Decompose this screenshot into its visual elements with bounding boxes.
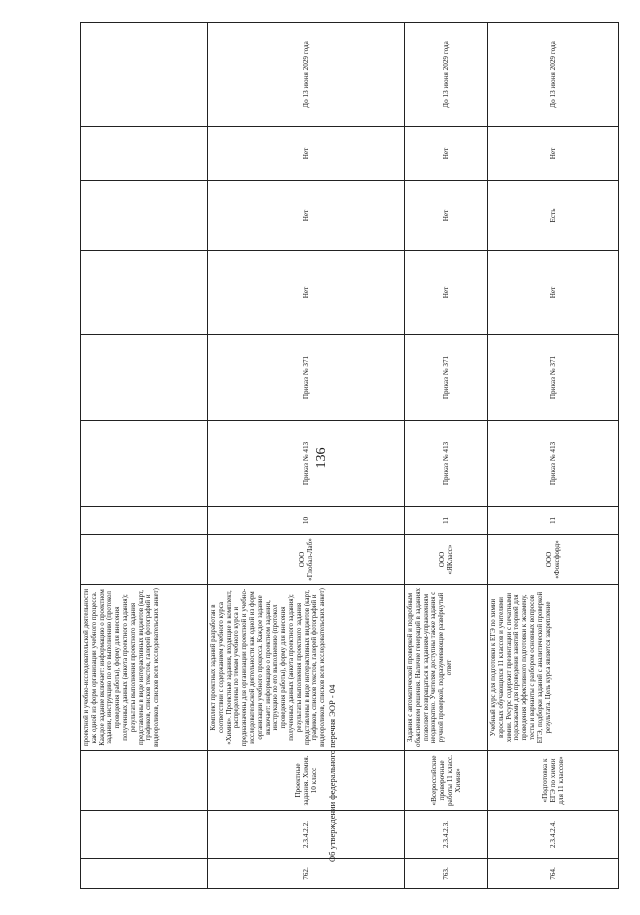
description-cell: Комплект проектных заданий разработан в соответствии с содержанием учебного курса «Химия». Проектные задания, входящие в комплект, распределены по темам учебного курса и предназначены для организации проектной и учебно-исследовательской деятельности как одной из форм организации учебного процесса. Каждое задание включает: информацию о проектном задании, инструкцию по его выполнению (протокол проведения работы), форму для внесения полученных данных (анкета проектного задания); результаты выполнения проектного задания представлены в виде интерактивных виджетов (карт, графиков, списков текстов, галерей фотографий и видеороликов, списков всех исследовательских анкет) xyxy=(208,585,405,751)
code-cell: 2.3.4.2.3. xyxy=(405,811,488,859)
flag-cell-3: Нет xyxy=(208,127,405,181)
table-row xyxy=(208,23,405,889)
flag-cell-1: Нет xyxy=(405,251,488,335)
flag-cell-1: Нет xyxy=(488,251,619,335)
table-frame xyxy=(80,23,618,889)
title-cell: Проектные задания. Химия. 10 класс xyxy=(208,751,405,811)
flag-cell-1: Нет xyxy=(208,251,405,335)
flag-cell-3: Нет xyxy=(405,127,488,181)
grade-cell: 11 xyxy=(405,507,488,535)
flag-cell-1 xyxy=(81,251,208,335)
order-cell-1: Приказ № 413 xyxy=(488,421,619,507)
supplier-cell xyxy=(81,535,208,585)
deadline-cell: До 13 июня 2029 года xyxy=(208,23,405,127)
flag-cell-3 xyxy=(81,127,208,181)
flag-cell-2: Нет xyxy=(208,181,405,251)
order-cell-2: Приказ № 371 xyxy=(488,335,619,421)
flag-cell-2 xyxy=(81,181,208,251)
deadline-cell: До 13 июня 2029 года xyxy=(488,23,619,127)
table-row xyxy=(488,23,619,889)
row-number-cell: 764. xyxy=(488,859,619,889)
flag-cell-2: Есть xyxy=(488,181,619,251)
table-row xyxy=(405,23,488,889)
deadline-cell: До 13 июня 2029 года xyxy=(405,23,488,127)
grade-cell: 11 xyxy=(488,507,619,535)
description-cell: Учебный курс для подготовки к ЕГЭ по химии взрослых обучающихся 11 классов и учителями химии. Ресурс содержит презентации с печатными подсказками для проведения занятий теорией для проведения эффективного подготовки к экзамену, тесты и варианты с разбором основных вопросов ЕГЭ, подборки заданий с аналитической проверкой результата. Цель курса является закрепление xyxy=(488,585,619,751)
flag-cell-2: Нет xyxy=(405,181,488,251)
order-cell-2 xyxy=(81,335,208,421)
page-number: 136 xyxy=(314,447,329,469)
order-cell-2: Приказ № 371 xyxy=(405,335,488,421)
supplier-cell: ООО «Фоксфорд» xyxy=(488,535,619,585)
row-number-cell: 763. xyxy=(405,859,488,889)
description-cell: Задания с автоматической проверкой и подробным объяснением решения. Наличие генераций в заданиях позволяет возвращаться к заданиям-упражнениям неоднократно. Учителям доступны также задания с ручной проверкой, подразумевающие развёрнутый ответ xyxy=(405,585,488,751)
order-cell-1: Приказ № 413 xyxy=(405,421,488,507)
row-number-cell xyxy=(81,859,208,889)
code-cell xyxy=(81,811,208,859)
table-row xyxy=(81,23,208,889)
row-number-cell: 762. xyxy=(208,859,405,889)
register-table-wrapper xyxy=(80,23,618,889)
title-cell: «Подготовка к ЕГЭ по химии для 11 классов» xyxy=(488,751,619,811)
title-cell: «Всероссийские проверочные работы 11 класс. Химия» xyxy=(405,751,488,811)
supplier-cell: ООО «ЯКласс» xyxy=(405,535,488,585)
order-cell-1: Приказ № 413 xyxy=(208,421,405,507)
grade-cell: 10 xyxy=(208,507,405,535)
title-cell xyxy=(81,751,208,811)
description-cell: проектной и учебно-исследовательской деятельности как одной из форм организации учебного процесса. Каждое задание включает: информацию о проектном задании, инструкцию по его выполнению (протокол проведения работы), форму для внесения полученных данных (анкета проектного задания); результаты выполнения проектного задания представлены в виде интерактивных виджетов (карт, графиков, списков текстов, галерей фотографий и видеороликов, списков всех исследовательских анкет) xyxy=(81,585,208,751)
flag-cell-3: Нет xyxy=(488,127,619,181)
order-cell-2: Приказ № 371 xyxy=(208,335,405,421)
order-cell-1 xyxy=(81,421,208,507)
code-cell: 2.3.4.2.2. xyxy=(208,811,405,859)
grade-cell xyxy=(81,507,208,535)
register-table xyxy=(80,22,619,889)
deadline-cell xyxy=(81,23,208,127)
supplier-cell: ООО «Глобал-Лаб» xyxy=(208,535,405,585)
code-cell: 2.3.4.2.4. xyxy=(488,811,619,859)
footer-note: Об утверждении федерального перечня ЭОР - 04 xyxy=(327,684,337,862)
